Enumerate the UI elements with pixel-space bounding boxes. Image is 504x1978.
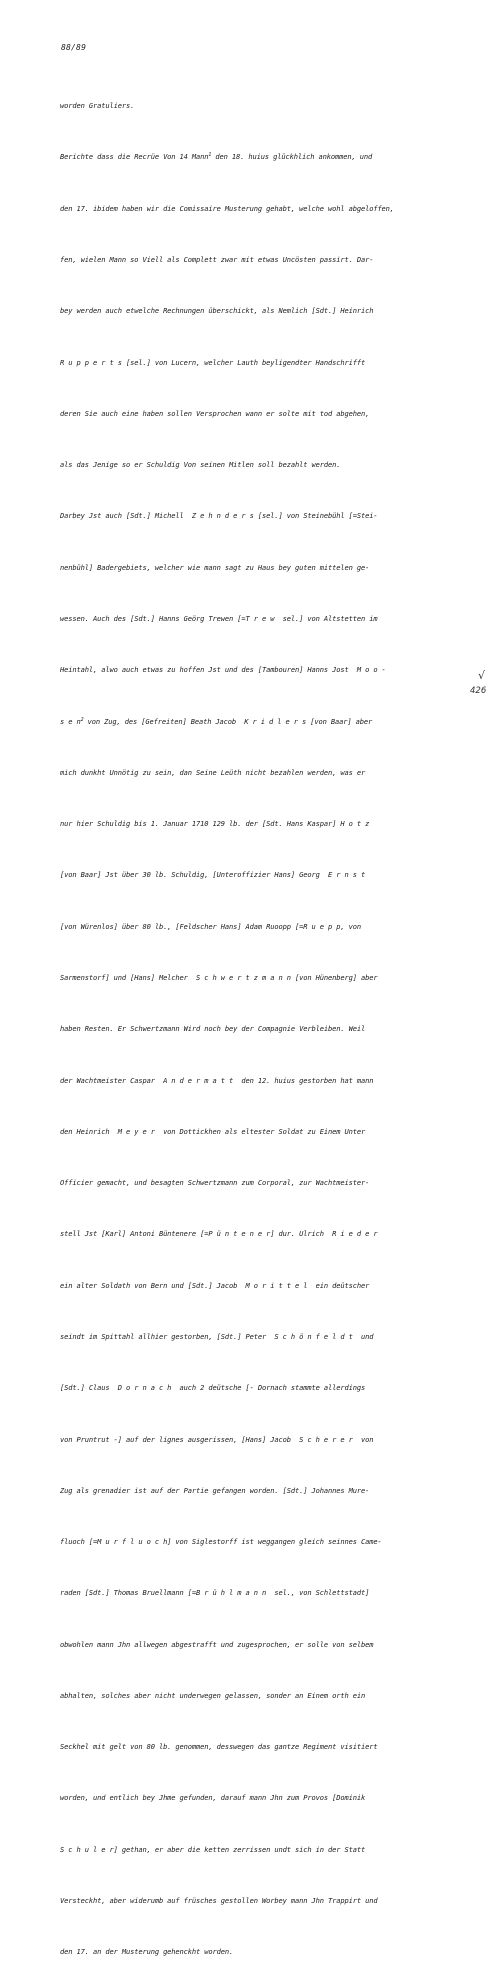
text-line: Heintahl, alwo auch etwas zu hoffen Jst und des [Tambouren] Hanns Jost M o o - — [60, 665, 386, 675]
text-line: den 17. an der Musterung gehenckht worden. — [60, 1947, 234, 1957]
text-line-end: den 18. huius glückhlich ankommen, und — [211, 152, 373, 162]
text-line: worden, und entlich bey Jhme gefunden, darauf mann Jhn zum Provos [Dominik — [60, 1793, 366, 1803]
text-line-end: von Zug, des [Gefreiten] Beath Jacob K r i d l e r s [von Baar] aber — [83, 716, 373, 726]
text-line: den 17. ibidem haben wir die Comissaire Musterung gehabt, welche wohl abgeloffen, — [60, 203, 394, 213]
text-line: abhalten, solches aber nicht underwegen gelassen, sonder an Einem orth ein — [60, 1690, 366, 1700]
text-line: mich dunkht Unnötig zu sein, dan Seine Leüth nicht bezahlen werden, was er — [60, 767, 366, 777]
text-line: [von Baar] Jst über 30 lb. Schuldig, [Unteroffizier Hans] Georg E r n s t — [60, 870, 366, 880]
text-line: den Heinrich M e y e r von Dottickhen als eltester Soldat zu Einem Unter — [60, 1126, 366, 1136]
text-line: fluoch [=M u r f l u o c h] von Siglestorff ist weggangen gleich seinnes Came- — [60, 1537, 382, 1547]
text-line: worden Gratuliers. — [60, 101, 135, 111]
text-line: Officier gemacht, und besagten Schwertzmann zum Corporal, zur Wachtmeister- — [60, 1178, 370, 1188]
text-line — [60, 713, 492, 730]
text-line: als das Jenige so er Schuldig Von seinen Mitlen soll bezahlt werden. — [60, 460, 341, 470]
text-line: [Sdt.] Claus D o r n a c h auch 2 deütsche [- Dornach stammte allerdings — [60, 1383, 366, 1393]
text-line: wessen. Auch des [Sdt.] Hanns Geörg Trewen [=T r e w sel.] von Altstetten im — [60, 614, 378, 623]
text-line: [von Würenlos] über 80 lb., [Feldscher Hans] Adam Ruoopp [=R u e p p, von — [60, 921, 361, 931]
text-line: bey werden auch etwelche Rechnungen überschickt, als Nemlich [Sdt.] Heinrich — [60, 306, 374, 316]
text-line — [60, 148, 492, 165]
text-line: obwohlen mann Jhn allwegen abgestrafft und zugesprochen, er solle von selbem — [60, 1639, 374, 1649]
text-line: raden [Sdt.] Thomas Bruellmann [=B r ü h l m a n n sel., von Schlettstadt] — [60, 1588, 370, 1598]
text-line-start: s e n — [60, 716, 81, 726]
text-line: S c h u l e r] gethan, er aber die ketten zerrissen undt sich in der Statt — [60, 1844, 366, 1854]
text-line: Darbey Jst auch [Sdt.] Michell Z e h n d e r s [sel.] von Steinebühl [=Stei- — [60, 511, 378, 521]
text-line: fen, wielen Mann so Viell als Complett zwar mit etwas Uncösten passirt. Dar- — [60, 255, 374, 265]
footnote-marker: 1 — [208, 152, 212, 159]
text-line: haben Resten. Er Schwertzmann Wird noch bey der Compagnie Verbleiben. Weil — [60, 1024, 366, 1034]
text-line: von Pruntrut -] auf der lignes ausgerissen, [Hans] Jacob S c h e r e r von — [60, 1434, 374, 1444]
document-body — [60, 63, 492, 1978]
text-line: nenbühl] Badergebiets, welcher wie mann sagt zu Haus bey guten mittelen ge- — [60, 562, 370, 572]
text-line: ein alter Soldath von Bern und [Sdt.] Jacob M o r i t t e l ein deütscher — [60, 1280, 370, 1290]
check-mark-icon: √ — [478, 669, 486, 682]
text-line: stell Jst [Karl] Antoni Büntenere [=P ü n t e n e r] dur. Ulrich R i e d e r — [60, 1229, 378, 1239]
page-reference: 88/89 — [61, 43, 87, 52]
text-line: R u p p e r t s [sel.] von Lucern, welcher Lauth beyligendter Handschrifft — [60, 357, 366, 367]
footnote-marker: 2 — [80, 716, 84, 723]
text-line-start: Berichte dass die Recrüe Von 14 Mann — [60, 152, 209, 162]
text-line: Zug als grenadier ist auf der Partie gefangen worden. [Sdt.] Johannes Mure- — [60, 1485, 370, 1495]
text-line: deren Sie auch eine haben sollen Versprochen wann er solte mit tod abgehen, — [60, 408, 370, 418]
text-line: Versteckht, aber widerumb auf früsches gestollen Worbey mann Jhn Trappirt und — [60, 1896, 378, 1906]
archive-page-number: 426 — [470, 686, 487, 696]
text-line: seindt im Spittahl allhier gestorben, [Sdt.] Peter S c h ö n f e l d t und — [60, 1331, 374, 1341]
text-line: der Wachtmeister Caspar A n d e r m a t t den 12. huius gestorben hat mann — [60, 1075, 374, 1085]
text-line: Seckhel mit gelt von 80 lb. genommen, desswegen das gantze Regiment visitiert — [60, 1742, 378, 1752]
text-line: nur hier Schuldig bis 1. Januar 1710 129 lb. der [Sdt. Hans Kaspar] H o t z — [60, 819, 370, 829]
text-line: Sarmenstorf] und [Hans] Melcher S c h w e r t z m a n n [von Hünenberg] aber — [60, 972, 378, 982]
